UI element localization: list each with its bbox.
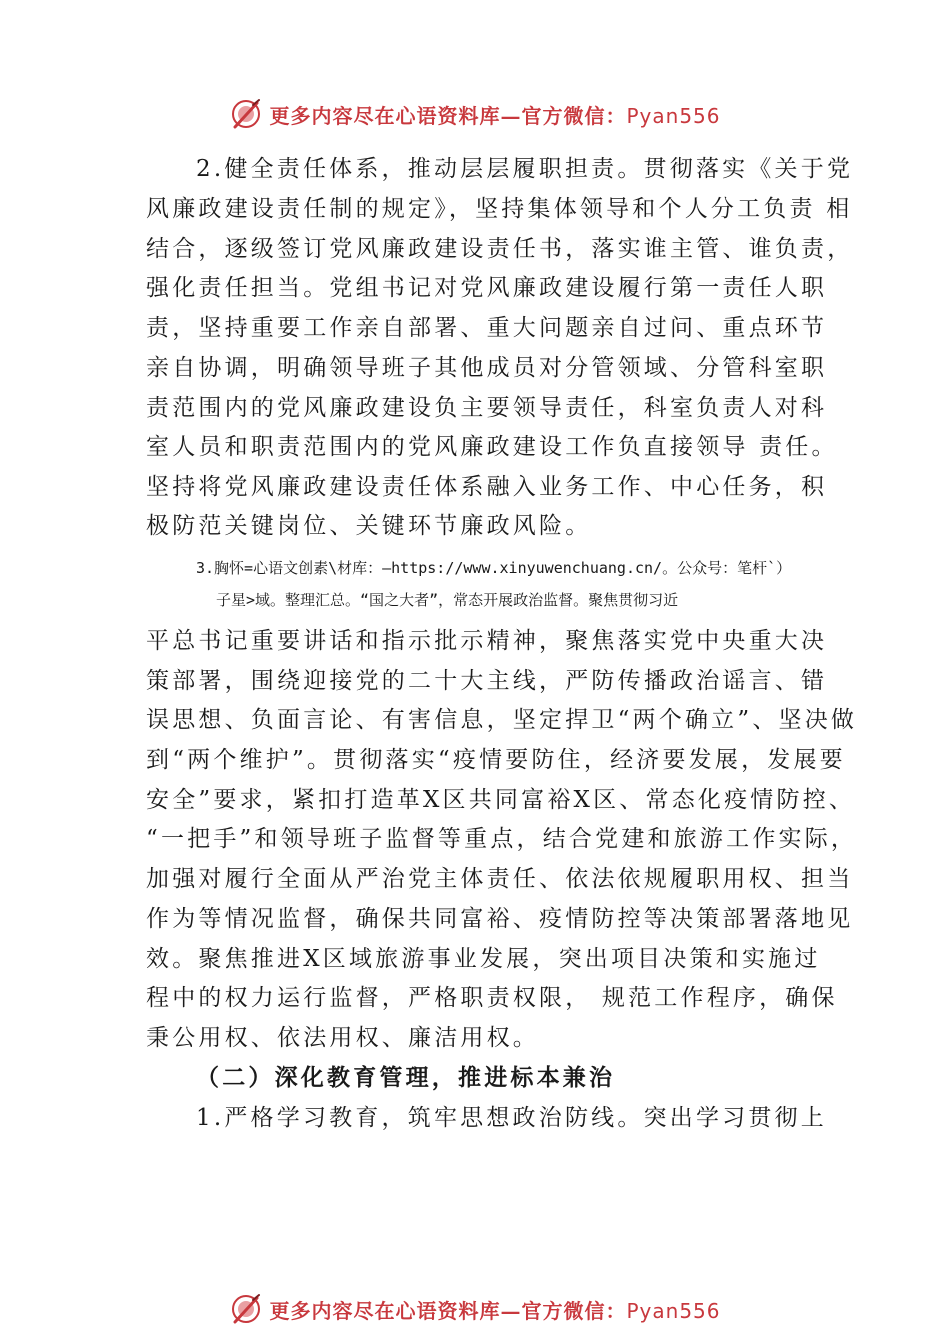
paragraph-line: 亲自协调，明确领导班子其他成员对分管领域、分管科室职 bbox=[146, 355, 828, 381]
paragraph-line: 结合，逐级签订党风廉政建设责任书，落实谁主管、谁负责， bbox=[146, 236, 854, 262]
paragraph-line: 误思想、负面言论、有害信息，坚定捍卫“两个确立”、坚决做 bbox=[146, 707, 858, 733]
paragraph-line: 秉公用权、依法用权、廉洁用权。 bbox=[146, 1025, 539, 1051]
paragraph-line: “一把手”和领导班子监督等重点，结合党建和旅游工作实际， bbox=[146, 826, 858, 852]
paragraph-line: 坚持将党风廉政建设责任体系融入业务工作、中心任务，积 bbox=[146, 474, 828, 500]
paragraph-line: 作为等情况监督，确保共同富裕、疫情防控等决策部署落地见 bbox=[146, 906, 854, 932]
paragraph-line: 平总书记重要讲话和指示批示精神，聚焦落实党中央重大决 bbox=[146, 628, 828, 654]
header-banner-text: 更多内容尽在心语资料库—官方微信：Pyan556 bbox=[269, 103, 721, 128]
section-heading: （二）深化教育管理，推进标本兼治 bbox=[196, 1064, 616, 1091]
paragraph-line: 效。聚焦推进X区域旅游事业发展，突出项目决策和实施过 bbox=[146, 946, 821, 972]
paragraph-line: 加强对履行全面从严治党主体责任、依法依规履职用权、担当 bbox=[146, 866, 854, 892]
paragraph-line: 室人员和职责范围内的党风廉政建设工作负直接领导 责任。 bbox=[146, 434, 838, 460]
brush-logo-icon bbox=[229, 97, 263, 131]
paragraph-line: 责，坚持重要工作亲自部署、重大问题亲自过问、重点环节 bbox=[146, 315, 828, 341]
paragraph-line: 2.健全责任体系，推动层层履职担责。贯彻落实《关于党 bbox=[196, 156, 854, 182]
watermark-line: 子星>域。整理汇总。“国之大者”，常态开展政治监督。聚焦贯彻习近 bbox=[216, 591, 679, 609]
footer-banner bbox=[0, 1289, 950, 1329]
paragraph-line: 风廉政建设责任制的规定》，坚持集体领导和个人分工负责 相 bbox=[146, 196, 853, 222]
paragraph-line: 程中的权力运行监督，严格职责权限， 规范工作程序，确保 bbox=[146, 985, 838, 1011]
paragraph-line: 极防范关键岗位、关键环节廉政风险。 bbox=[146, 513, 592, 539]
paragraph-line: 1.严格学习教育，筑牢思想政治防线。突出学习贯彻上 bbox=[196, 1105, 827, 1131]
paragraph-line: 安全”要求，紧扣打造革X区共同富裕X区、常态化疫情防控、 bbox=[146, 787, 856, 813]
brush-logo-icon bbox=[229, 1292, 263, 1326]
footer-banner-text: 更多内容尽在心语资料库—官方微信：Pyan556 bbox=[269, 1298, 721, 1323]
watermark-line: 3.胸怀=心语文创素\材库：—https://www.xinyuwenchuang.cn/。公众号：笔杆`） bbox=[196, 559, 792, 577]
header-banner bbox=[0, 94, 950, 134]
paragraph-line: 策部署，围绕迎接党的二十大主线，严防传播政治谣言、错 bbox=[146, 668, 828, 694]
paragraph-line: 到“两个维护”。贯彻落实“疫情要防住，经济要发展，发展要 bbox=[146, 747, 846, 773]
paragraph-line: 责范围内的党风廉政建设负主要领导责任，科室负责人对科 bbox=[146, 395, 828, 421]
paragraph-line: 强化责任担当。党组书记对党风廉政建设履行第一责任人职 bbox=[146, 275, 828, 301]
